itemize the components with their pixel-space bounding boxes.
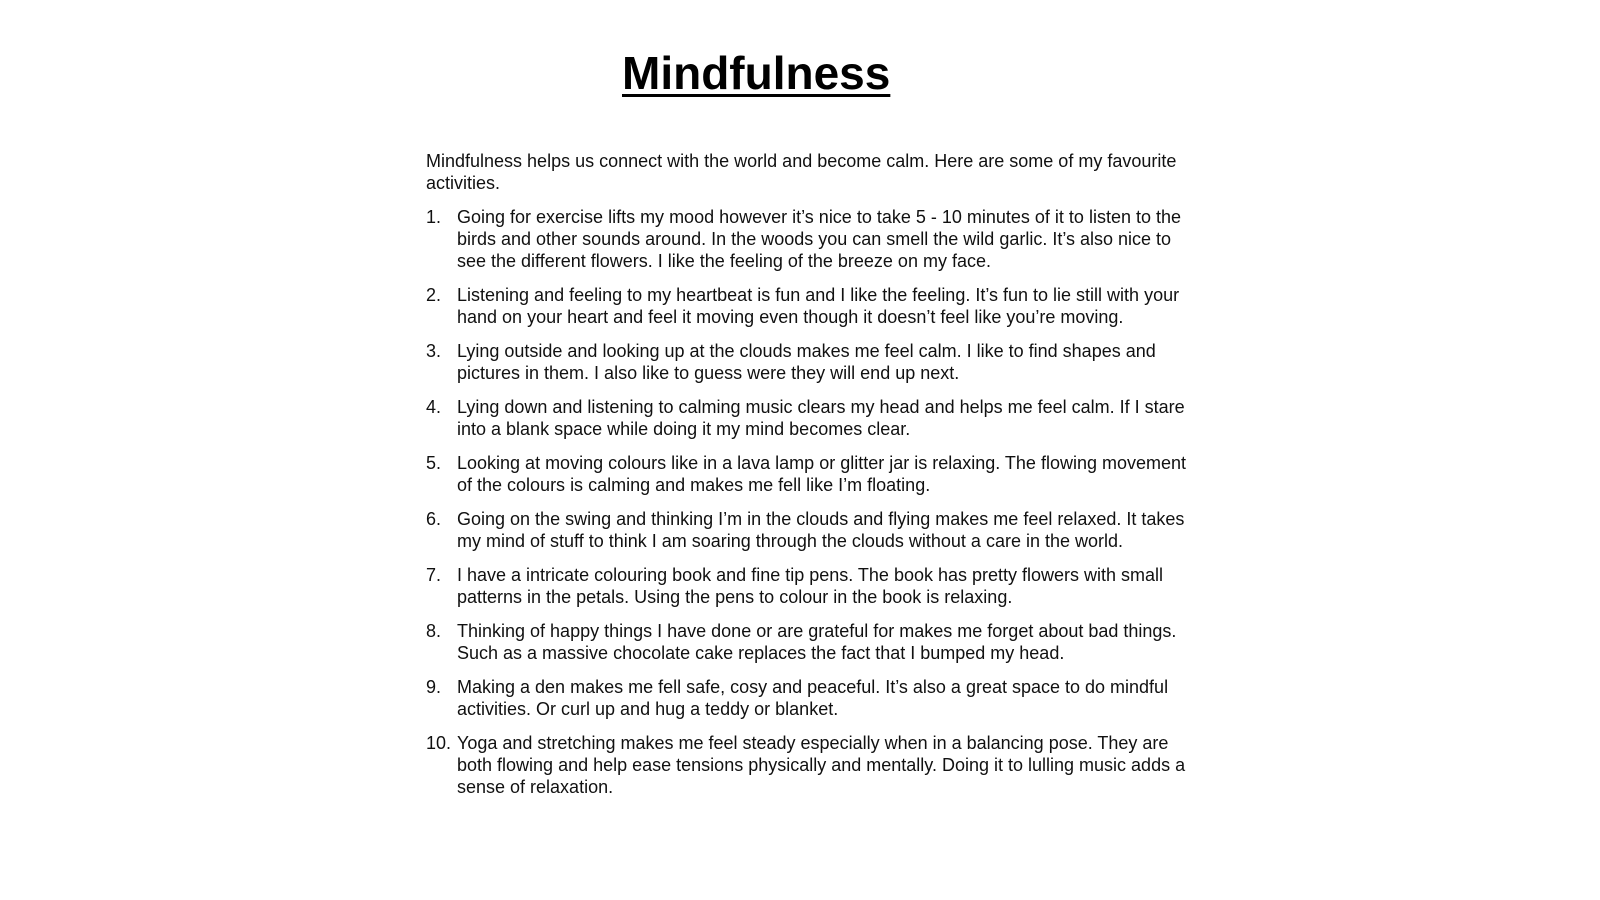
intro-paragraph: Mindfulness helps us connect with the world and become calm. Here are some of my favourite activities. xyxy=(426,151,1177,193)
list-item-text: Going for exercise lifts my mood however it’s nice to take 5 - 10 minutes of it to listen to the birds and other sounds around. In the woods you can smell the wild garlic. It’s also nice to see the different flowers. I like the feeling of the breeze on my face. xyxy=(457,207,1181,271)
document-body xyxy=(426,150,1186,810)
list-item-number: 7. xyxy=(426,565,442,585)
list-item-number: 6. xyxy=(426,509,442,529)
document-title: Mindfulness xyxy=(622,47,891,99)
list-item-text: Looking at moving colours like in a lava lamp or glitter jar is relaxing. The flowing movement of the colours is calming and makes me fell like I’m floating. xyxy=(457,453,1187,495)
list-item-text: Lying down and listening to calming music clears my head and helps me feel calm. If I stare into a blank space while doing it my mind becomes clear. xyxy=(457,397,1185,439)
list-item-text: I have a intricate colouring book and fine tip pens. The book has pretty flowers with small patterns in the petals. Using the pens to colour in the book is relaxing. xyxy=(457,565,1164,607)
list-item-text: Making a den makes me fell safe, cosy and peaceful. It’s also a great space to do mindful activities. Or curl up and hug a teddy or blanket. xyxy=(457,677,1169,719)
list-item xyxy=(426,452,1186,496)
list-item-number: 2. xyxy=(426,285,442,305)
list-item-number: 5. xyxy=(426,453,442,473)
list-item xyxy=(426,676,1186,720)
list-item-number: 4. xyxy=(426,397,442,417)
list-item xyxy=(426,508,1186,552)
list-item-number: 9. xyxy=(426,677,442,697)
list-item xyxy=(426,206,1186,272)
list-item xyxy=(426,732,1186,798)
list-item xyxy=(426,396,1186,440)
list-item-number: 10. xyxy=(426,733,452,753)
list-item-number: 8. xyxy=(426,621,442,641)
list-item-text: Going on the swing and thinking I’m in the clouds and flying makes me feel relaxed. It takes my mind of stuff to think I am soaring through the clouds without a care in the world. xyxy=(457,509,1185,551)
list-item xyxy=(426,340,1186,384)
list-item-number: 1. xyxy=(426,207,442,227)
list-item xyxy=(426,620,1186,664)
list-item-text: Yoga and stretching makes me feel steady especially when in a balancing pose. They are both flowing and help ease tensions physically and mentally. Doing it to lulling music adds a sense of relaxation. xyxy=(457,733,1186,797)
list-item xyxy=(426,564,1186,608)
activities-list xyxy=(426,206,1186,798)
list-item-text: Thinking of happy things I have done or are grateful for makes me forget about bad things. Such as a massive chocolate cake replaces the fact that I bumped my head. xyxy=(457,621,1177,663)
list-item-text: Listening and feeling to my heartbeat is fun and I like the feeling. It’s fun to lie still with your hand on your heart and feel it moving even though it doesn’t feel like you’re moving. xyxy=(457,285,1180,327)
list-item-number: 3. xyxy=(426,341,442,361)
list-item xyxy=(426,284,1186,328)
list-item-text: Lying outside and looking up at the clouds makes me feel calm. I like to find shapes and pictures in them. I also like to guess were they will end up next. xyxy=(457,341,1156,383)
